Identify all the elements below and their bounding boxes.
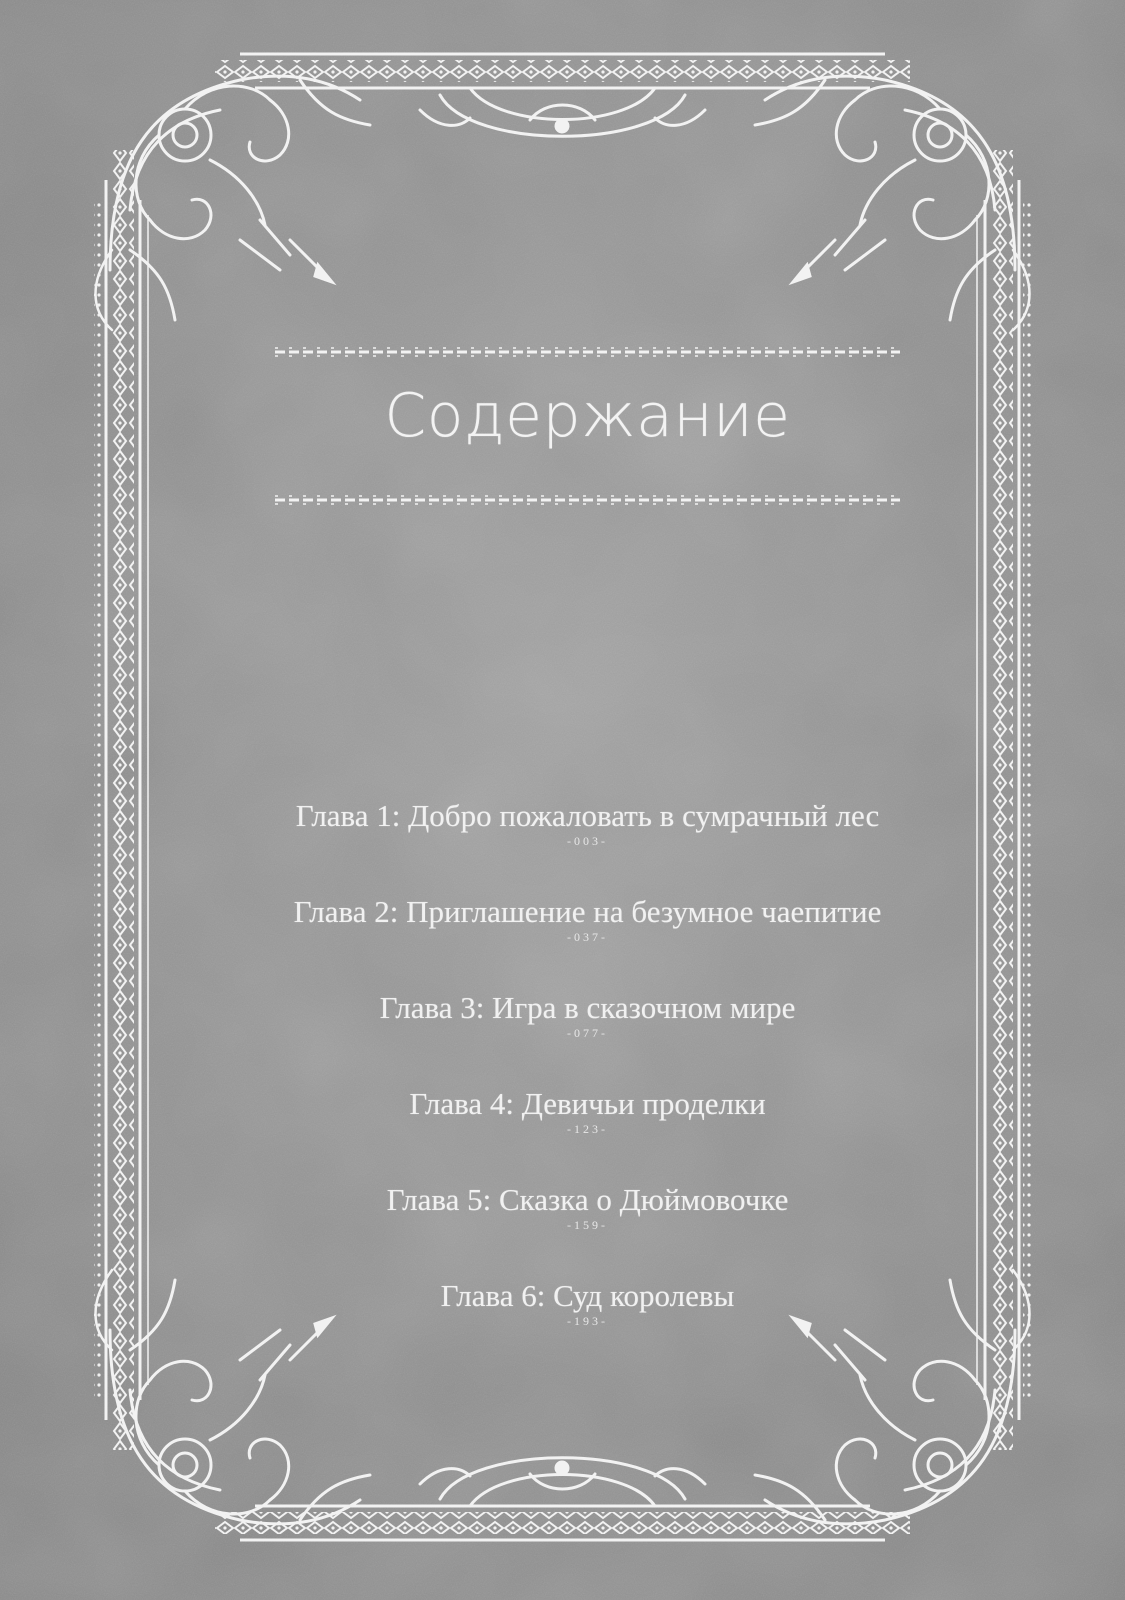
top-cartouche xyxy=(420,88,705,136)
frame-rail-left xyxy=(112,150,134,1450)
frame-rail-top xyxy=(215,60,910,82)
chapter-title: Глава 4: Девичьи проделки xyxy=(409,1086,766,1121)
title-divider-bottom xyxy=(275,493,900,507)
frame-rail-bottom xyxy=(215,1512,910,1534)
chapter-title: Глава 6: Суд королевы xyxy=(440,1278,735,1313)
toc-entry[interactable] xyxy=(200,1278,975,1374)
toc-entry[interactable] xyxy=(200,1182,975,1278)
title-divider-top xyxy=(275,345,900,359)
chapter-title: Глава 5: Сказка о Дюймовочке xyxy=(386,1182,789,1217)
frame-rail-right xyxy=(991,150,1013,1450)
bottom-cartouche xyxy=(420,1458,705,1506)
corner-ornament-top-left xyxy=(110,76,370,320)
toc-entry[interactable] xyxy=(200,990,975,1086)
title-block xyxy=(275,345,900,515)
chapter-page-number: -193- xyxy=(567,1314,608,1328)
chapter-page-number: -159- xyxy=(567,1218,608,1232)
toc-entry[interactable] xyxy=(200,894,975,990)
chapter-title: Глава 1: Добро пожаловать в сумрачный лес xyxy=(295,798,880,833)
toc-entry[interactable] xyxy=(200,798,975,894)
chapter-title: Глава 3: Игра в сказочном мире xyxy=(379,990,796,1025)
chapter-title: Глава 2: Приглашение на безумное чаепитие xyxy=(293,894,882,929)
chapter-page-number: -077- xyxy=(567,1026,608,1040)
chapter-page-number: -123- xyxy=(567,1122,608,1136)
table-of-contents xyxy=(200,798,975,1374)
chapter-page-number: -003- xyxy=(567,834,608,848)
corner-ornament-top-right xyxy=(755,76,1015,320)
toc-entry[interactable] xyxy=(200,1086,975,1182)
chapter-page-number: -037- xyxy=(567,930,608,944)
page-title: Содержание xyxy=(384,381,791,451)
